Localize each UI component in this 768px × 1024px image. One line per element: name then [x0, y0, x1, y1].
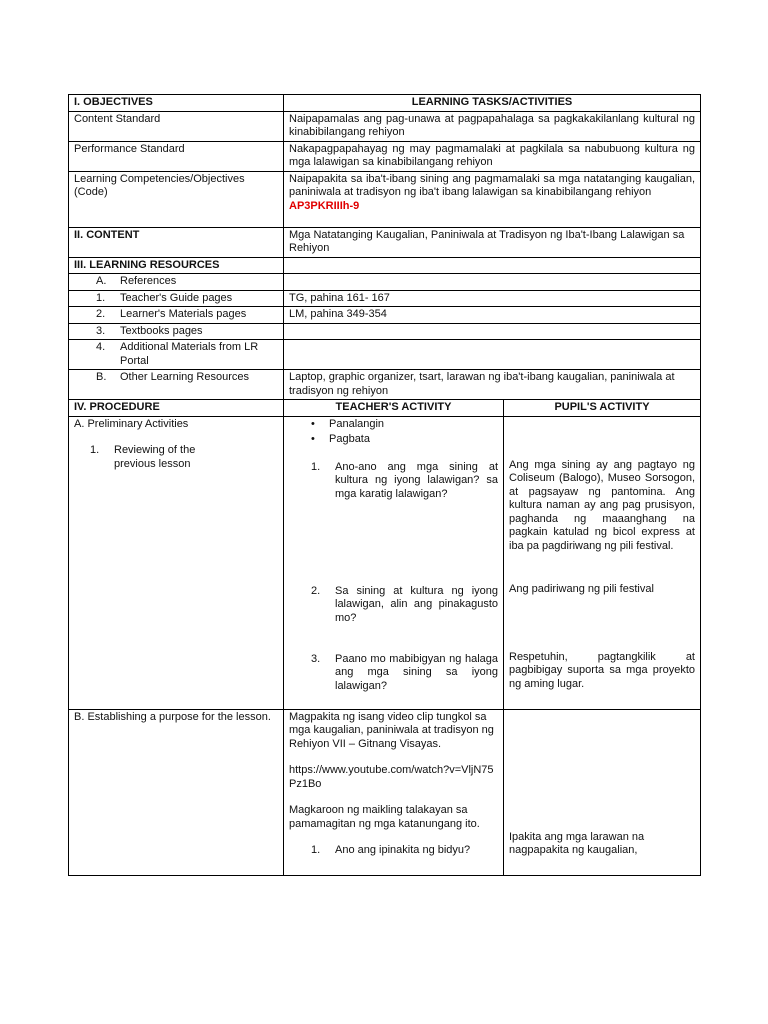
- tg-pages-row: [69, 290, 701, 307]
- answer-text: Respetuhin, pagtangkilik at pagbibigay suporta sa mga proyekto ng aming lugar.: [509, 650, 695, 690]
- bullet-icon: •: [311, 433, 315, 445]
- review-label: Reviewing of the previous lesson: [114, 444, 196, 470]
- performance-standard-label: Performance Standard: [69, 141, 284, 171]
- tg-pages-text: TG, pahina 161- 167: [284, 290, 701, 307]
- lm-pages-num: 2.: [96, 308, 106, 320]
- additional-materials-cell: [69, 340, 284, 370]
- resources-row: [69, 257, 701, 274]
- competencies-label: Learning Competencies/Objectives (Code): [69, 171, 284, 227]
- question-num: 1.: [311, 844, 321, 856]
- teacher-activity-cell: [284, 416, 504, 709]
- resources-empty: [284, 257, 701, 274]
- content-standard-text: Naipapamalas ang pag-unawa at pagpapahalaga sa pagkakakilanlang kultural ng kinabibilangang rehiyon: [284, 111, 701, 141]
- lm-pages-text: LM, pahina 349-354: [284, 307, 701, 324]
- pupil-activity-header: PUPIL'S ACTIVITY: [504, 400, 701, 417]
- tg-pages-num: 1.: [96, 291, 106, 304]
- lm-pages-cell: [69, 307, 284, 324]
- additional-materials-empty: [284, 340, 701, 370]
- textbook-pages-cell: [69, 323, 284, 340]
- references-num: A.: [96, 275, 107, 287]
- purpose-pupil-cell: [504, 709, 701, 875]
- competencies-cell: [284, 171, 701, 227]
- pupil-activity-cell: [504, 416, 701, 709]
- additional-materials-row: [69, 340, 701, 370]
- performance-standard-text: Nakapagpapahayag ng may pagmamalaki at pagkilala sa nabubuong kultura ng mga lalawigan sa kinabibilangang rehiyon: [284, 141, 701, 171]
- other-resources-text: Laptop, graphic organizer, tsart, larawan ng iba't-ibang kaugalian, paniniwala at tradisyon ng rehiyon: [284, 370, 701, 400]
- question-text: Ano ang ipinakita ng bidyu?: [335, 844, 471, 856]
- answer-text: Ang padiriwang ng pili festival: [509, 582, 654, 595]
- bullet-item: Pagbata: [329, 433, 370, 445]
- content-text: Mga Natatanging Kaugalian, Paniniwala at Tradisyon ng Iba't-Ibang Lalawigan sa Rehiyon: [284, 227, 701, 257]
- references-label: References: [120, 275, 177, 287]
- content-label: II. CONTENT: [69, 227, 284, 257]
- purpose-row: [69, 709, 701, 875]
- answer-text: Ipakita ang mga larawan na nagpapakita ng kaugalian,: [509, 830, 645, 856]
- content-row: [69, 227, 701, 257]
- review-num: 1.: [90, 444, 100, 456]
- other-resources-num: B.: [96, 371, 107, 383]
- question-num: 1.: [311, 460, 321, 473]
- objectives-header: I. OBJECTIVES: [69, 95, 284, 112]
- textbook-pages-empty: [284, 323, 701, 340]
- question-num: 3.: [311, 652, 321, 665]
- references-cell: [69, 274, 284, 291]
- content-standard-label: Content Standard: [69, 111, 284, 141]
- references-empty: [284, 274, 701, 291]
- competency-code: AP3PKRIIIh-9: [289, 199, 360, 212]
- bullet-icon: •: [311, 417, 315, 430]
- question-text: Ano-ano ang mga sining at kultura ng iyong lalawigan? sa mga karatig lalawigan?: [335, 460, 498, 500]
- textbook-pages-label: Textbooks pages: [120, 324, 203, 337]
- lesson-plan: [68, 94, 700, 876]
- content-standard-row: [69, 111, 701, 141]
- question-text: Paano mo mabibigyan ng halaga ang mga sining sa iyong lalawigan?: [335, 652, 498, 692]
- lesson-plan-table: [68, 94, 701, 876]
- answer-text: Ang mga sining ay ang pagtayo ng Coliseum (Balogo), Museo Sorsogon, at pagsayaw ng pantomina. Ang kultura naman ay ang pag prusisyon, paghanda ng maaanghang na pagkain katulad ng bicol express at iba pa pagdiriwang ng pili festival.: [509, 458, 695, 552]
- tg-pages-cell: [69, 290, 284, 307]
- header-row: [69, 95, 701, 112]
- other-resources-row: [69, 370, 701, 400]
- competencies-text: Naipapakita sa iba't-ibang sining ang pagmamalaki sa mga natatanging kaugalian, paniniwala at tradisyon ng iba't ibang lalawigan sa kinabibilangang rehiyon: [289, 172, 695, 198]
- purpose-label: B. Establishing a purpose for the lesson.: [69, 709, 284, 875]
- additional-materials-label: Additional Materials from LR Portal: [120, 341, 259, 367]
- video-link[interactable]: https://www.youtube.com/watch?v=VljN75Pz1Bo: [289, 764, 494, 790]
- other-resources-cell: [69, 370, 284, 400]
- textbook-pages-row: [69, 323, 701, 340]
- preliminary-cell: [69, 416, 284, 709]
- teacher-activity-header: TEACHER'S ACTIVITY: [284, 400, 504, 417]
- tasks-header: LEARNING TASKS/ACTIVITIES: [284, 95, 701, 112]
- lm-pages-label: Learner's Materials pages: [120, 308, 247, 320]
- additional-materials-num: 4.: [96, 341, 106, 353]
- procedure-label: IV. PROCEDURE: [69, 400, 284, 417]
- question-num: 2.: [311, 584, 321, 597]
- preliminary-row: [69, 416, 701, 709]
- performance-standard-row: [69, 141, 701, 171]
- procedure-row: [69, 400, 701, 417]
- purpose-intro: Magpakita ng isang video clip tungkol sa mga kaugalian, paniniwala at tradisyon ng Rehiyon VII – Gitnang Visayas.: [289, 710, 494, 750]
- preliminary-label: A. Preliminary Activities: [74, 417, 189, 430]
- bullet-item: Panalangin: [329, 417, 385, 430]
- purpose-teacher-cell: [284, 709, 504, 875]
- references-row: [69, 274, 701, 291]
- tg-pages-label: Teacher's Guide pages: [120, 291, 233, 304]
- question-text: Sa sining at kultura ng iyong lalawigan, alin ang pinakagusto mo?: [335, 584, 498, 624]
- textbook-pages-num: 3.: [96, 324, 106, 337]
- other-resources-label: Other Learning Resources: [120, 371, 250, 383]
- resources-label: III. LEARNING RESOURCES: [69, 257, 284, 274]
- competencies-row: [69, 171, 701, 227]
- lm-pages-row: [69, 307, 701, 324]
- purpose-discussion: Magkaroon ng maikling talakayan sa pamamagitan ng mga katanungang ito.: [289, 804, 480, 830]
